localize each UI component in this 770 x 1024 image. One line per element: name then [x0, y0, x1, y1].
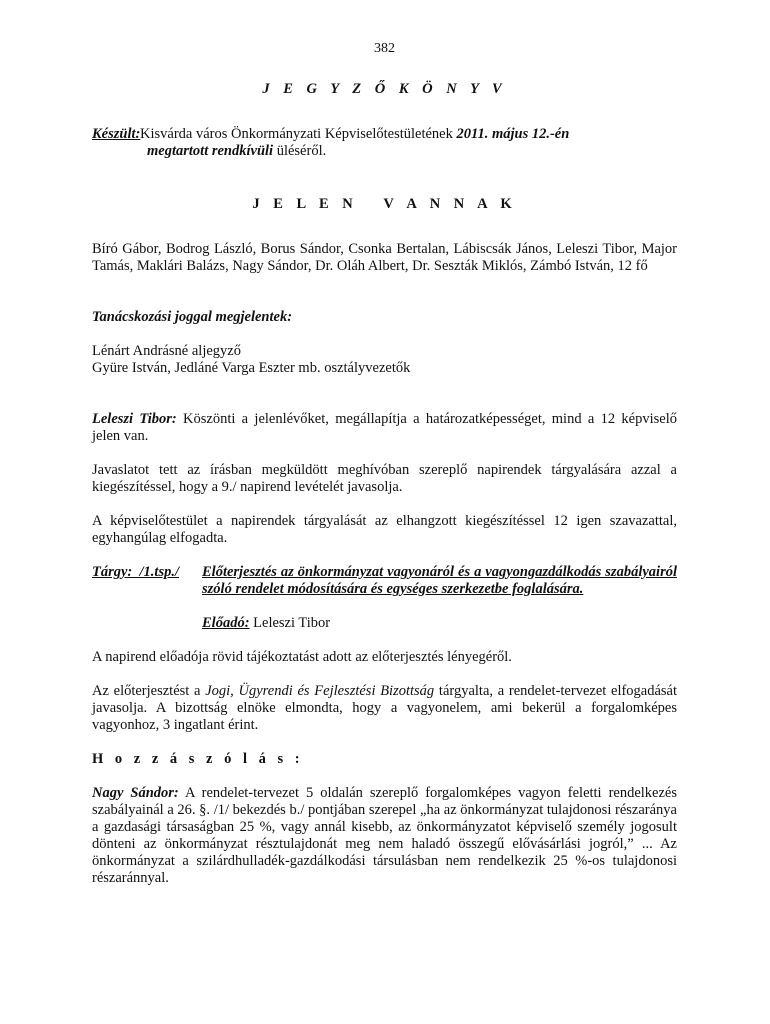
discussion-paragraph: [92, 785, 677, 887]
committee-text1: Az előterjesztést a: [92, 683, 201, 699]
presenter-label: Előadó:: [202, 615, 250, 631]
discussion-text: A rendelet-tervezet 5 oldalán szereplő forgalomképes vagyon feletti rendelkezés szabályainál a 26. §. /1/ bekezdés b./ pontjában szerepel „ha az önkormányzat tulajdonosi részaránya a gazdasági társaságban 25 %, vagy annál kisebb, az önkormányzatot képviselő személy jogosult dönteni az önkormányzat résztulajdonát meg nem haladó összegű elővásárlási jogról,” ... Az önkormányzat a szilárdhulladék-gazdálkodási társulásban nem rendelkezik 25 %-os tulajdonosi részaránnyal.: [92, 785, 678, 886]
presenter-name: Leleszi Tibor: [253, 615, 331, 631]
present-heading-text: J E L E N V A N N A K: [252, 196, 517, 212]
committee-name: Jogi, Ügyrendi és Fejlesztési Bizottság: [205, 683, 435, 699]
proposal-paragraph: Javaslatot tett az írásban megküldött meghívóban szereplő napirendek tárgyalására azzal a kiegészítéssel, hogy a 9./ napirend levételét javasolja.: [92, 462, 677, 495]
keszult-block: [92, 126, 677, 143]
committee-paragraph: [92, 683, 677, 734]
page-number: 382: [374, 41, 395, 56]
opening-speaker: Leleszi Tibor:: [92, 411, 177, 427]
keszult-text1: Kisvárda város Önkormányzati Képviselőtestületének: [140, 126, 453, 142]
advisory-heading: Tanácskozási joggal megjelentek:: [92, 309, 293, 325]
present-list: Bíró Gábor, Bodrog László, Borus Sándor, Csonka Bertalan, Lábiscsák János, Leleszi Tibor, Major Tamás, Maklári Balázs, Nagy Sándor, Dr. Oláh Albert, Dr. Seszták Miklós, Zámbó István, 12 fő: [92, 241, 677, 274]
committee-text2: tárgyalta, a rendelet-tervezet elfogadását javasolja. A bizottság elnöke elmondta, hogy a vagyonelem, ami bekerül a forgalomképes vagyonhoz, 3 ingatlant érint.: [92, 683, 678, 733]
discussion-speaker: Nagy Sándor:: [92, 785, 179, 801]
present-heading: [92, 196, 677, 213]
subject-block: [92, 564, 677, 598]
brief-paragraph: A napirend előadója rövid tájékoztatást adott az előterjesztés lényegéről.: [92, 649, 512, 665]
keszult-text3: üléséről.: [276, 143, 327, 159]
document-page: [92, 40, 677, 904]
advisory-line-1: Lénárt Andrásné aljegyző: [92, 343, 241, 359]
keszult-label: Készült:: [92, 126, 141, 142]
keszult-date: 2011. május 12.-én: [456, 126, 570, 142]
opening-text: Köszönti a jelenlévőket, megállapítja a határozatképességet, mind a 12 képviselő jelen van.: [92, 411, 678, 444]
advisory-line-2: Gyüre István, Jedláné Varga Eszter mb. osztályvezetők: [92, 360, 411, 376]
keszult-continuation: [147, 143, 677, 160]
opening-paragraph: [92, 411, 677, 445]
document-title: J E G Y Z Ő K Ö N Y V: [262, 81, 507, 97]
subject-label: Tárgy: /1.tsp./: [92, 564, 179, 580]
keszult-text: [140, 126, 677, 143]
adoption-paragraph: A képviselőtestület a napirendek tárgyalását az elhangzott kiegészítéssel 12 igen szavazattal, egyhangúlag elfogadta.: [92, 513, 677, 546]
subject-text: Előterjesztés az önkormányzat vagyonáról és a vagyongazdálkodás szabályairól szóló rendelet módosítására és egységes szerkezetbe foglalására.: [202, 564, 677, 597]
presenter-line: [202, 615, 677, 632]
discussion-heading: H o z z á s z ó l á s :: [92, 751, 304, 767]
keszult-text2: megtartott rendkívüli: [147, 143, 274, 159]
